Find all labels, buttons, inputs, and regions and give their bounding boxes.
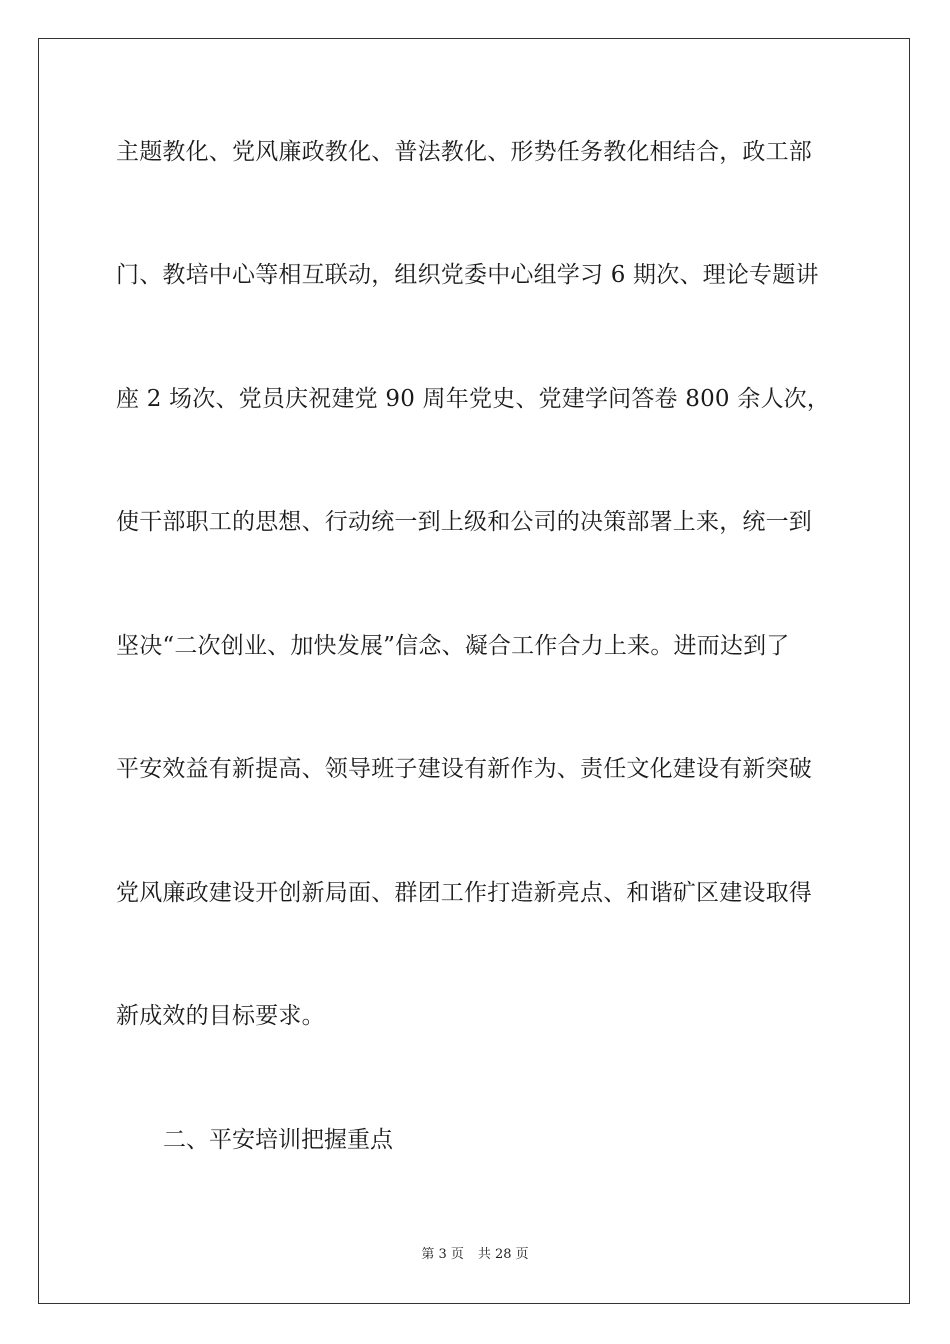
- paragraph-line: 主题教化、党风廉政教化、普法教化、形势任务教化相结合，政工部: [116, 139, 812, 165]
- paragraph-line: 党风廉政建设开创新局面、群团工作打造新亮点、和谐矿区建设取得: [116, 880, 812, 906]
- paragraph-line: 平安效益有新提高、领导班子建设有新作为、责任文化建设有新突破: [116, 756, 812, 782]
- section-heading: 二、平安培训把握重点: [163, 1127, 393, 1153]
- paragraph-line: 新成效的目标要求。: [116, 1003, 325, 1029]
- page-number: 第 3 页: [421, 1247, 464, 1262]
- paragraph-line: 坚决“二次创业、加快发展”信念、凝合工作合力上来。进而达到了: [116, 633, 790, 659]
- page-total: 共 28 页: [477, 1247, 529, 1262]
- paragraph-line: 座 2 场次、党员庆祝建党 90 周年党史、党建学问答卷 800 余人次，: [116, 386, 831, 412]
- paragraph-line: 门、教培中心等相互联动，组织党委中心组学习 6 期次、理论专题讲: [116, 262, 819, 288]
- page-border: [38, 38, 910, 1304]
- page-footer: [0, 1246, 950, 1264]
- paragraph-line: 使干部职工的思想、行动统一到上级和公司的决策部署上来，统一到: [116, 509, 812, 535]
